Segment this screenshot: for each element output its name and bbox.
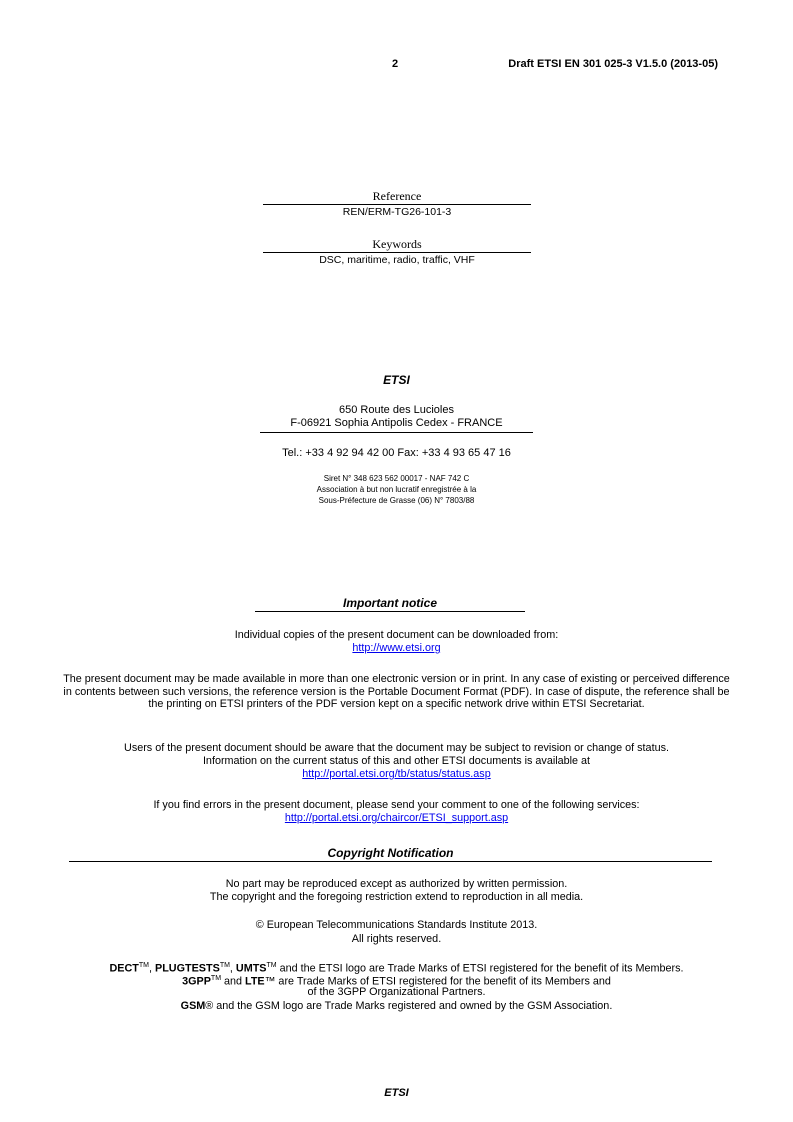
keywords-label: Keywords: [372, 237, 422, 251]
notice-divider: [255, 611, 525, 612]
legal-line-2: Association à but non lucratif enregistrée à la: [316, 485, 477, 494]
page-footer: ETSI: [384, 1087, 409, 1099]
trademark-line-1: DECT™, PLUGTESTS™, UMTS™ and the ETSI logo are Trade Marks of ETSI registered for the benefit of its Members.: [109, 962, 684, 975]
tm-gsm: GSM: [180, 1000, 206, 1012]
status-text-1: Users of the present document should be aware that the document may be subject to revision or change of status.: [124, 742, 669, 754]
legal-line-3: Sous-Préfecture de Grasse (06) N° 7803/88: [318, 496, 475, 505]
keywords-block: [263, 237, 531, 266]
trademark-line-4: GSM® and the GSM logo are Trade Marks registered and owned by the GSM Association.: [180, 1000, 613, 1012]
copyright-heading: Copyright Notification: [327, 846, 454, 860]
status-text-2: Information on the current status of this and other ETSI documents is available at: [202, 755, 591, 767]
tm-umts: UMTS: [235, 962, 267, 975]
organization-name: ETSI: [383, 373, 410, 387]
versions-paragraph: The present document may be made available in more than one electronic version or in print. In any case of existing or perceived difference in contents between such versions, the reference version is the Portable Document Format (PDF). In case of dispute, the reference shall be the printing on ETSI printers of the PDF version kept on a specific network drive within ETSI Secretariat.: [63, 673, 730, 710]
tm-dect: DECT: [109, 962, 139, 975]
address-line-2: F-06921 Sophia Antipolis Cedex - FRANCE: [290, 417, 503, 429]
reference-value: REN/ERM-TG26-101-3: [263, 204, 531, 218]
trademark-line-3: of the 3GPP Organizational Partners.: [307, 986, 486, 998]
address-divider: [260, 432, 533, 433]
errors-text: If you find errors in the present document, please send your comment to one of the following services:: [153, 799, 640, 811]
status-link[interactable]: http://portal.etsi.org/tb/status/status.asp: [302, 768, 491, 780]
phone-fax: Tel.: +33 4 92 94 42 00 Fax: +33 4 93 65 47 16: [282, 447, 511, 459]
tm-plugtests: PLUGTESTS: [155, 962, 220, 975]
trademark-line-2: 3GPP™ and LTE™ are Trade Marks of ETSI registered for the benefit of its Members and: [182, 975, 611, 988]
legal-line-1: Siret N° 348 623 562 00017 - NAF 742 C: [323, 474, 470, 483]
important-notice-heading: Important notice: [342, 596, 437, 610]
address-line-1: 650 Route des Lucioles: [339, 404, 454, 416]
page-number: 2: [392, 58, 399, 70]
copyright-line-3: © European Telecommunications Standards Institute 2013.: [255, 919, 538, 931]
copyright-divider: [69, 861, 712, 862]
keywords-value: DSC, maritime, radio, traffic, VHF: [263, 252, 531, 266]
document-id: Draft ETSI EN 301 025-3 V1.5.0 (2013-05): [508, 58, 718, 70]
tm-lte: LTE: [245, 975, 265, 988]
copyright-line-1: No part may be reproduced except as authorized by written permission.: [225, 878, 568, 890]
copyright-line-2: The copyright and the foregoing restriction extend to reproduction in all media.: [209, 891, 584, 903]
download-text: Individual copies of the present document can be downloaded from:: [234, 629, 559, 641]
copyright-line-4: All rights reserved.: [351, 933, 442, 945]
reference-block: [263, 189, 531, 218]
tm-3gpp: 3GPP: [182, 975, 211, 988]
reference-label: Reference: [372, 189, 422, 203]
etsi-website-link[interactable]: http://www.etsi.org: [352, 642, 441, 654]
support-link[interactable]: http://portal.etsi.org/chaircor/ETSI_support.asp: [284, 812, 509, 824]
